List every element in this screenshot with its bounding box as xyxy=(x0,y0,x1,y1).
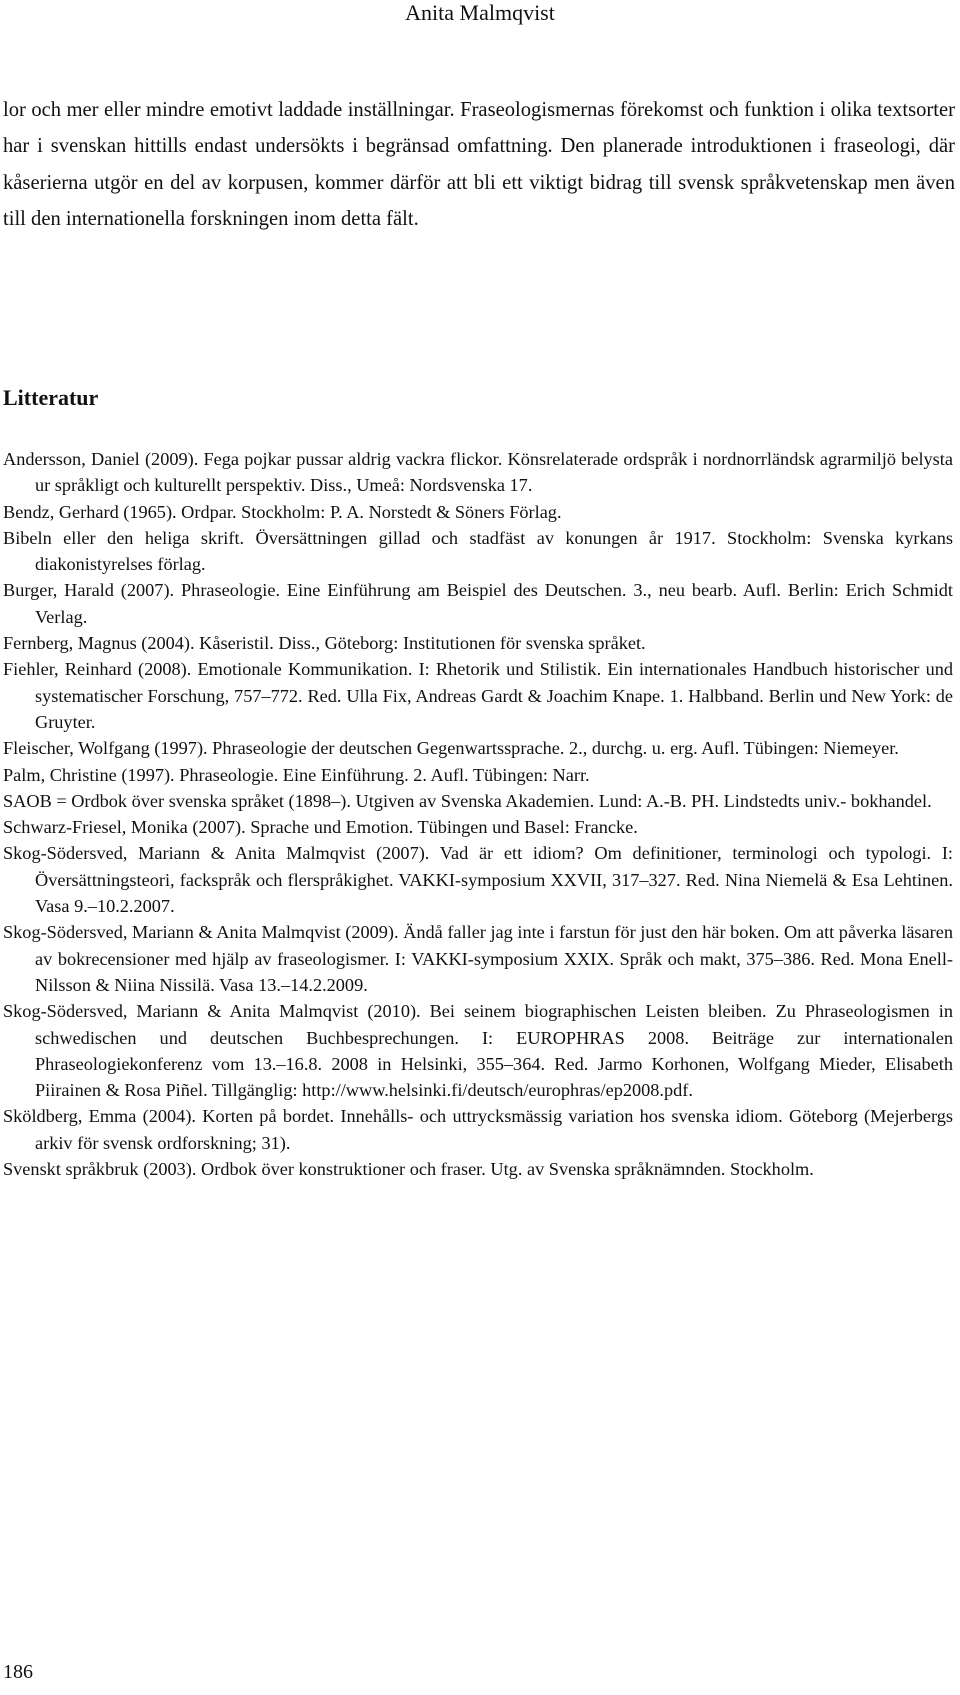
reference-item: Bibeln eller den heliga skrift. Översättningen gillad och stadfäst av konungen år 1917. Stockholm: Svenska kyrkans diakonistyrelses förlag. xyxy=(3,527,953,575)
reference-item: Skog-Södersved, Mariann & Anita Malmqvist (2010). Bei seinem biographischen Leisten bleiben. Zu Phraseologismen in schwedischen und deutschen Buchbesprechungen. I: EUROPHRAS 2008. Beiträge zur internationalen Phraseologiekonferenz vom 13.–16.8. 2008 in Helsinki, 355–364. Red. Jarmo Korhonen, Wolfgang Mieder, Elisabeth Piirainen & Rosa Piñel. Tillgänglig: http://www.helsinki.fi/deutsch/europhras/ep2008.pdf. xyxy=(3,1001,953,1101)
section-title-litteratur: Litteratur xyxy=(3,385,99,410)
reference-item: Andersson, Daniel (2009). Fega pojkar pussar aldrig vackra flickor. Könsrelaterade ordspråk i nordnorrländsk agrarmiljö belysta ur språkligt och kulturellt perspektiv. Diss., Umeå: Nordsvenska 17. xyxy=(3,449,953,496)
page-number: 186 xyxy=(3,1661,33,1683)
reference-item: SAOB = Ordbok över svenska språket (1898–). Utgiven av Svenska Akademien. Lund: A.-B. PH. Lindstedts univ.- bokhandel. xyxy=(3,790,932,811)
reference-item: Svenskt språkbruk (2003). Ordbok över konstruktioner och fraser. Utg. av Svenska språknämnden. Stockholm. xyxy=(3,1159,814,1180)
reference-item: Schwarz-Friesel, Monika (2007). Sprache und Emotion. Tübingen und Basel: Francke. xyxy=(3,817,638,838)
reference-item: Fiehler, Reinhard (2008). Emotionale Kommunikation. I: Rhetorik und Stilistik. Ein internationales Handbuch historischer und systematischer Forschung, 757–772. Red. Ulla Fix, Andreas Gardt & Joachim Knape. 1. Halbband. Berlin und New York: de Gruyter. xyxy=(3,659,953,732)
reference-item: Sköldberg, Emma (2004). Korten på bordet. Innehålls- och uttrycksmässig variation hos svenska idiom. Göteborg (Mejerbergs arkiv för svensk ordforskning; 31). xyxy=(3,1106,953,1153)
reference-item: Fleischer, Wolfgang (1997). Phraseologie der deutschen Gegenwartssprache. 2., durchg. u. erg. Aufl. Tübingen: Niemeyer. xyxy=(3,738,899,759)
running-head: Anita Malmqvist xyxy=(405,0,555,25)
reference-list xyxy=(3,446,953,1182)
reference-item: Palm, Christine (1997). Phraseologie. Eine Einführung. 2. Aufl. Tübingen: Narr. xyxy=(3,764,590,785)
reference-item: Skog-Södersved, Mariann & Anita Malmqvist (2009). Ändå faller jag inte i farstun för just den här boken. Om att påverka läsaren av bokrecensioner med hjälp av fraseologismer. I: VAKKI-symposium XXIX. Språk och makt, 375–386. Red. Mona Enell-Nilsson & Niina Nissilä. Vasa 13.–14.2.2009. xyxy=(3,922,953,995)
reference-item: Fernberg, Magnus (2004). Kåseristil. Diss., Göteborg: Institutionen för svenska språket. xyxy=(3,633,646,654)
reference-item: Burger, Harald (2007). Phraseologie. Eine Einführung am Beispiel des Deutschen. 3., neu bearb. Aufl. Berlin: Erich Schmidt Verlag. xyxy=(3,580,953,627)
body-paragraph: lor och mer eller mindre emotivt laddade inställningar. Fraseologismernas förekomst och funktion i olika textsorter har i svenskan hittills endast undersökts i begränsad omfattning. Den planerade introduktionen i fraseologi, där kåserierna utgör en del av korpusen, kommer därför att bli ett viktigt bidrag till svensk språkvetenskap men även till den internationella forskningen inom detta fält. xyxy=(3,99,955,230)
reference-item: Bendz, Gerhard (1965). Ordpar. Stockholm: P. A. Norstedt & Söners Förlag. xyxy=(3,501,562,522)
reference-item: Skog-Södersved, Mariann & Anita Malmqvist (2007). Vad är ett idiom? Om definitioner, terminologi och typologi. I: Översättningsteori, fackspråk och flerspråkighet. VAKKI-symposium XXVII, 317–327. Red. Nina Niemelä & Esa Lehtinen. Vasa 9.–10.2.2007. xyxy=(3,843,953,917)
